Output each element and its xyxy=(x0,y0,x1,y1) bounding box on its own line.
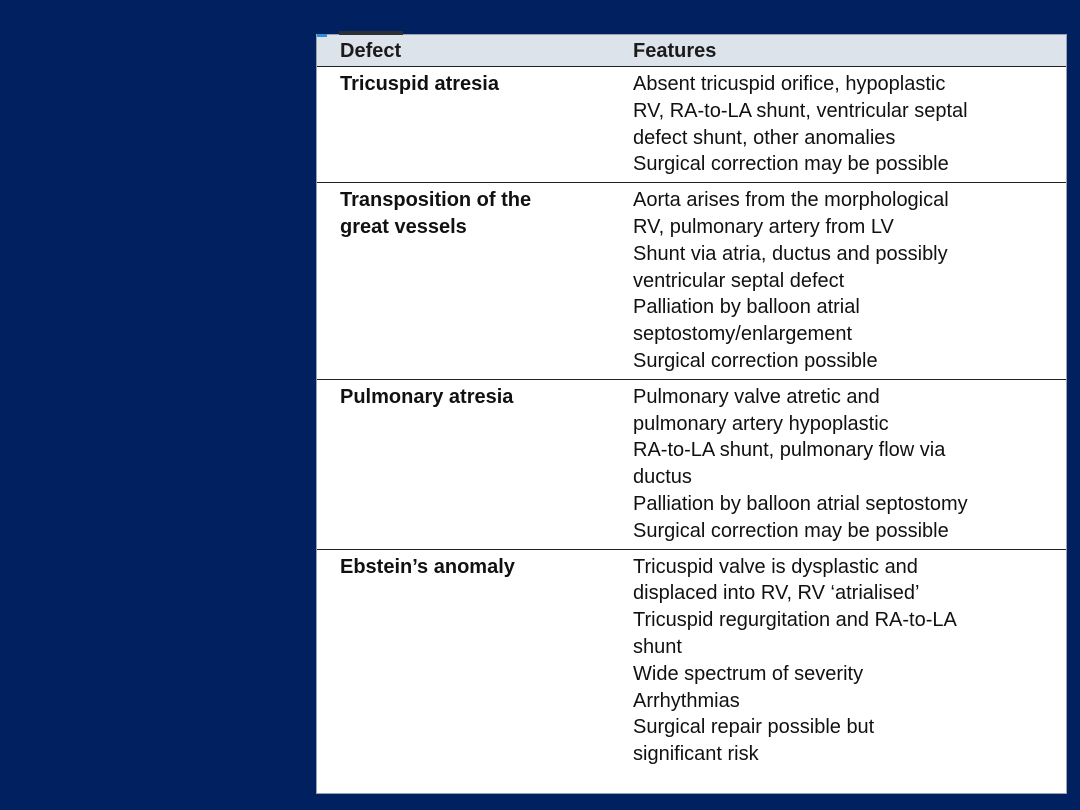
defect-line: Transposition of the xyxy=(340,189,532,212)
feature-line: RV, pulmonary artery from LV xyxy=(633,215,894,238)
defect-cell xyxy=(317,379,611,549)
feature-line: ductus xyxy=(633,466,692,489)
feature-line: RA-to-LA shunt, pulmonary flow via xyxy=(633,439,946,462)
feature-line: Shunt via atria, ductus and possibly xyxy=(633,242,948,265)
feature-line: ventricular septal defect xyxy=(633,269,845,292)
table-tab-marker xyxy=(339,31,403,35)
feature-line: Surgical repair possible but xyxy=(633,716,875,739)
feature-line: shunt xyxy=(633,635,682,658)
table-corner-accent xyxy=(317,34,327,37)
feature-line: Aorta arises from the morphological xyxy=(633,189,949,212)
feature-line: Palliation by balloon atrial septostomy xyxy=(633,492,968,515)
defect-cell xyxy=(317,67,611,183)
features-cell xyxy=(611,183,1066,380)
table-header-row xyxy=(317,35,1066,67)
table-row xyxy=(317,379,1066,549)
feature-line: Arrhythmias xyxy=(633,689,740,712)
feature-line: Palliation by balloon atrial xyxy=(633,296,860,319)
table-row xyxy=(317,549,1066,772)
feature-line: Tricuspid valve is dysplastic and xyxy=(633,555,918,578)
column-header-defect: Defect xyxy=(317,35,611,67)
table-row xyxy=(317,183,1066,380)
defect-line: Tricuspid atresia xyxy=(340,73,499,95)
defects-table xyxy=(317,35,1066,772)
feature-line: Wide spectrum of severity xyxy=(633,662,864,685)
feature-line: septostomy/enlargement xyxy=(633,323,853,346)
feature-line: displaced into RV, RV ‘atrialised’ xyxy=(633,582,920,605)
defect-line: great vessels xyxy=(340,215,467,238)
table-row xyxy=(317,67,1066,183)
feature-line: RV, RA-to-LA shunt, ventricular septal xyxy=(633,99,968,122)
feature-line: Surgical correction possible xyxy=(633,349,878,372)
feature-line: Surgical correction may be possible xyxy=(633,153,949,176)
features-cell xyxy=(611,379,1066,549)
defect-line: Ebstein’s anomaly xyxy=(340,555,515,578)
column-header-features: Features xyxy=(611,35,1066,67)
feature-line: Absent tricuspid orifice, hypoplastic xyxy=(633,73,946,95)
defect-cell xyxy=(317,549,611,772)
defect-cell xyxy=(317,183,611,380)
feature-line: defect shunt, other anomalies xyxy=(633,126,896,149)
features-cell xyxy=(611,67,1066,183)
features-cell xyxy=(611,549,1066,772)
feature-line: Tricuspid regurgitation and RA-to-LA xyxy=(633,609,957,632)
defects-table-panel xyxy=(316,34,1067,794)
feature-line: pulmonary artery hypoplastic xyxy=(633,412,889,435)
feature-line: significant risk xyxy=(633,743,759,766)
feature-line: Surgical correction may be possible xyxy=(633,519,949,542)
defect-line: Pulmonary atresia xyxy=(340,385,514,408)
feature-line: Pulmonary valve atretic and xyxy=(633,385,880,408)
